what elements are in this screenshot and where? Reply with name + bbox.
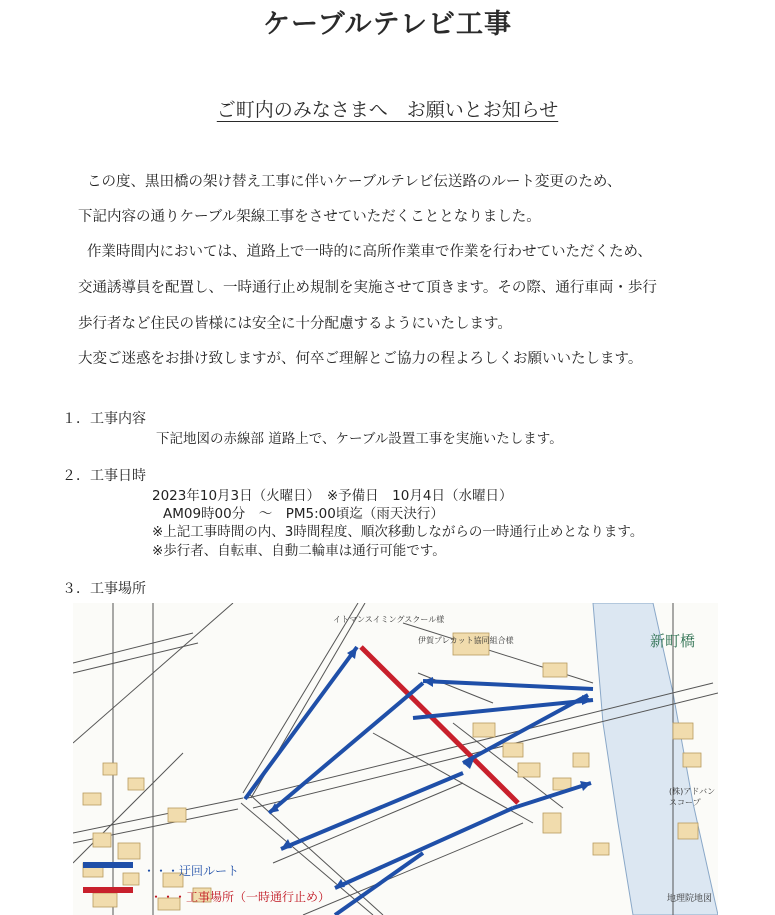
map-label-advance: (株)アドバンスコープ (669, 787, 716, 807)
section-1-body: 下記地図の赤線部 道路上で、ケーブル設置工事を実施いたします。 (156, 431, 563, 447)
map-label-bridge: 新町橋 (650, 632, 696, 650)
map-label-precut: 伊賀プレカット協同組合様 (418, 636, 514, 645)
section-2-time: AM09時00分 ～ PM5:00頃迄（雨天決行） (163, 506, 444, 522)
section-2-heading: ２．工事日時 (62, 468, 146, 484)
intro-line-6: 大変ご迷惑をお掛け致しますが、何卒ご理解とご協力の程よろしくお願いいたします。 (78, 351, 643, 367)
section-2-date: 2023年10月3日（火曜日） ※予備日 10月4日（水曜日） (152, 488, 513, 504)
section-3-heading: ３．工事場所 (62, 581, 146, 597)
intro-line-1: この度、黒田橋の架け替え工事に伴いケーブルテレビ伝送路のルート変更のため、 (87, 174, 622, 190)
section-2-note-2: ※歩行者、自転車、自動二輪車は通行可能です。 (152, 543, 446, 559)
map-credit: 地理院地図 (667, 894, 713, 904)
page-subtitle: ご町内のみなさまへ お願いとお知らせ (216, 99, 559, 121)
intro-line-3: 作業時間内においては、道路上で一時的に高所作業車で作業を行わせていただくため、 (87, 244, 652, 260)
intro-line-5: 歩行者など住民の皆様には安全に十分配慮するようにいたします。 (78, 316, 512, 332)
page-title: ケーブルテレビ工事 (262, 9, 513, 40)
legend-detour-label: ・・・迂回ルート (143, 864, 240, 878)
detour-routes (245, 647, 593, 915)
section-2-note-1: ※上記工事時間の内、3時間程度、順次移動しながらの一時通行止めとなります。 (152, 524, 644, 540)
map-label-swim: イトマンスイミングスクール様 (333, 615, 445, 624)
intro-line-2: 下記内容の通りケーブル架線工事をさせていただくこととなりました。 (78, 209, 541, 225)
legend-work-label: ・・・工事場所（一時通行止め） (150, 890, 331, 904)
section-1-heading: １．工事内容 (62, 411, 146, 427)
intro-line-4: 交通誘導員を配置し、一時通行止め規制を実施させて頂きます。その際、通行車両・歩行 (78, 280, 657, 296)
